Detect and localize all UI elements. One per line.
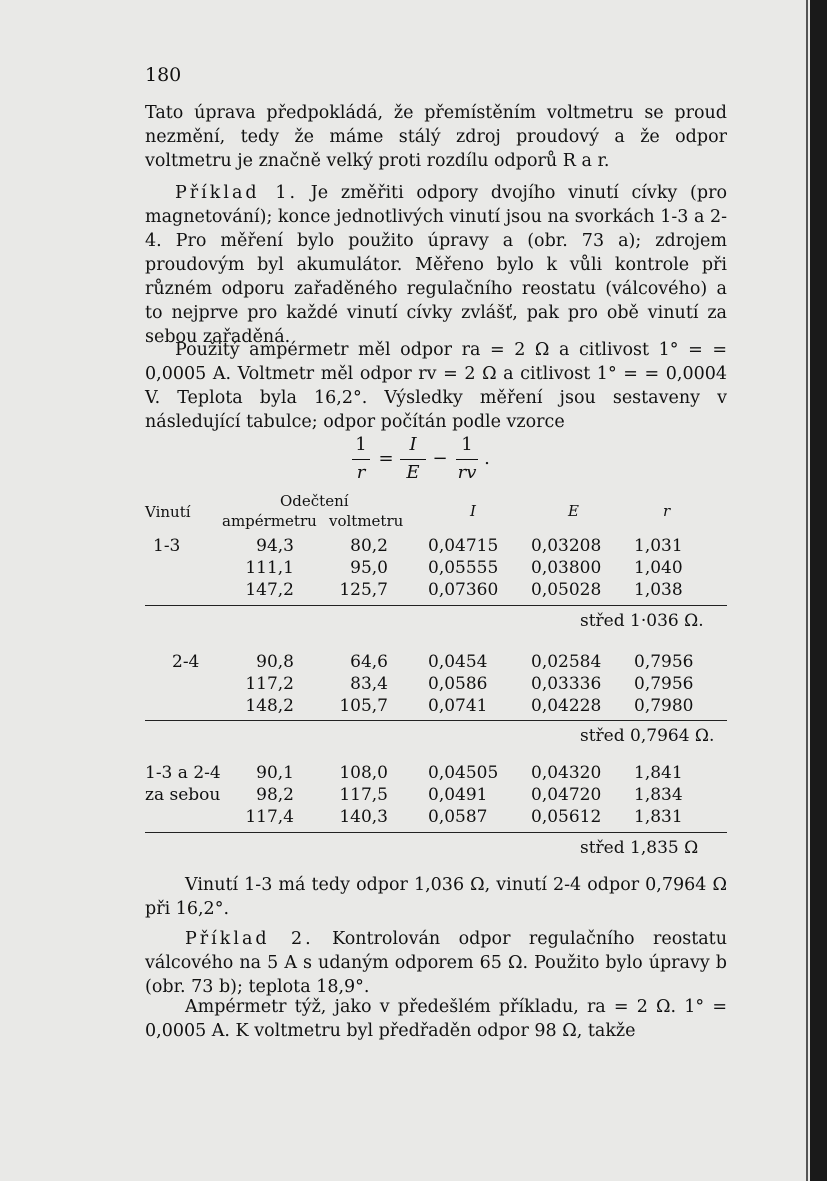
table-cell-voltmeter: 117,5 <box>339 785 388 805</box>
group-label: 1-3 a 2-4 <box>145 763 221 783</box>
table-cell-voltage: 0,04228 <box>531 696 602 716</box>
paragraph-3: Použitý ampérmetr měl odpor ra = 2 Ω a citlivost 1° = = 0,0005 A. Voltmetr měl odpor rv = 2 Ω a citlivost 1° = = 0,0004 V. Teplota byla 16,2°. Výsledky měření jsou sestaveny v následující tabulce; odpor počítán podle vzorce <box>145 340 727 432</box>
table-cell-ammeter: 90,8 <box>256 652 294 672</box>
table-cell-voltage: 0,05028 <box>531 580 602 600</box>
table-cell-resistance: 0,7956 <box>634 674 694 694</box>
table-cell-voltage: 0,03336 <box>531 674 602 694</box>
table-cell-current: 0,07360 <box>428 580 499 600</box>
table-cell-voltmeter: 108,0 <box>339 763 388 783</box>
group-label: 2-4 <box>172 652 200 672</box>
table-cell-voltage: 0,04320 <box>531 763 602 783</box>
mean-value: střed 1·036 Ω. <box>580 611 704 631</box>
table-cell-current: 0,0454 <box>428 652 488 672</box>
formula-mid-numerator: I <box>409 434 417 455</box>
mean-value: střed 0,7964 Ω. <box>580 726 715 746</box>
group-label-sub: za sebou <box>145 785 221 805</box>
table-cell-voltage: 0,03800 <box>531 558 602 578</box>
table-cell-resistance: 1,834 <box>634 785 683 805</box>
header-voltmeter: voltmetru <box>329 512 404 530</box>
table-cell-resistance: 0,7956 <box>634 652 694 672</box>
paragraph-6: Ampérmetr týž, jako v předešlém příkladu, ra = 2 Ω. 1° = 0,0005 A. K voltmetru byl předřaděn odpor 98 Ω, takže <box>145 997 727 1041</box>
table-cell-current: 0,0741 <box>428 696 488 716</box>
header-odecteni: Odečtení <box>280 492 349 510</box>
table-cell-resistance: 0,7980 <box>634 696 694 716</box>
table-cell-voltmeter: 105,7 <box>339 696 388 716</box>
table-cell-resistance: 1,031 <box>634 536 683 556</box>
table-cell-voltmeter: 64,6 <box>350 652 388 672</box>
formula-lhs-denominator: r <box>356 462 366 483</box>
paragraph-2 <box>145 181 727 349</box>
resistance-formula <box>350 434 520 494</box>
example-2-label: Příklad 2. <box>185 929 314 949</box>
header-vinuti: Vinutí <box>145 503 191 521</box>
example-1-text: Je změřiti odpory dvojího vinutí cívky (pro magnetování); konce jednotlivých vinutí jsou na svorkách 1-3 a 2-4. Pro měření bylo použito úpravy a (obr. 73 a); zdrojem proudovým byl akumulátor. Měřeno bylo k vůli kontrole při různém odporu zařaděného regulačního reostatu (válcového) a to nejprve pro každé vinutí cívky zvlášť, pak pro obě vinutí za sebou zařaděná. <box>145 183 727 347</box>
table-cell-current: 0,0587 <box>428 807 488 827</box>
table-cell-current: 0,04505 <box>428 763 499 783</box>
page-number: 180 <box>145 64 182 86</box>
example-2-text: Kontrolován odpor regulačního reostatu válcového na 5 A s udaným odporem 65 Ω. Použito bylo úpravy b (obr. 73 b); teplota 18,9°. <box>145 929 727 997</box>
table-cell-resistance: 1,841 <box>634 763 683 783</box>
table-rule <box>145 605 727 606</box>
formula-mid-denominator: E <box>406 462 420 483</box>
table-rule <box>145 832 727 833</box>
formula-minus: − <box>432 448 448 469</box>
table-rule <box>145 720 727 721</box>
table-cell-voltage: 0,05612 <box>531 807 602 827</box>
table-cell-voltage: 0,02584 <box>531 652 602 672</box>
table-cell-voltmeter: 140,3 <box>339 807 388 827</box>
page-edge-shadow <box>810 0 827 1181</box>
table-cell-voltage: 0,04720 <box>531 785 602 805</box>
table-cell-current: 0,04715 <box>428 536 499 556</box>
table-cell-ammeter: 94,3 <box>256 536 294 556</box>
header-ammeter: ampérmetru <box>222 512 317 530</box>
paragraph-4: Vinutí 1-3 má tedy odpor 1,036 Ω, vinutí 2-4 odpor 0,7964 Ω při 16,2°. <box>145 875 727 919</box>
formula-equals: = <box>378 448 394 469</box>
table-cell-current: 0,0586 <box>428 674 488 694</box>
table-cell-current: 0,0491 <box>428 785 488 805</box>
table-cell-voltmeter: 95,0 <box>350 558 388 578</box>
table-cell-resistance: 1,038 <box>634 580 683 600</box>
formula-period: . <box>484 448 490 469</box>
table-cell-ammeter: 147,2 <box>245 580 294 600</box>
formula-mid-bar <box>400 459 426 460</box>
table-cell-ammeter: 111,1 <box>245 558 294 578</box>
group-label: 1-3 <box>153 536 181 556</box>
header-current: I <box>470 502 476 520</box>
formula-rhs-bar <box>456 459 478 460</box>
table-cell-ammeter: 98,2 <box>256 785 294 805</box>
table-cell-resistance: 1,040 <box>634 558 683 578</box>
table-cell-voltmeter: 125,7 <box>339 580 388 600</box>
table-cell-resistance: 1,831 <box>634 807 683 827</box>
table-cell-voltage: 0,03208 <box>531 536 602 556</box>
header-resistance: r <box>663 502 671 520</box>
table-cell-current: 0,05555 <box>428 558 499 578</box>
header-voltage: E <box>568 502 579 520</box>
example-1-label: Příklad 1. <box>175 183 299 203</box>
paragraph-5 <box>145 927 727 999</box>
formula-rhs-denominator: rv <box>457 462 477 483</box>
formula-rhs-numerator: 1 <box>461 434 473 455</box>
table-cell-ammeter: 148,2 <box>245 696 294 716</box>
table-cell-ammeter: 117,4 <box>245 807 294 827</box>
paragraph-1: Tato úprava předpokládá, že přemístěním voltmetru se proud nezmění, tedy že máme stálý zdroj proudový a že odpor voltmetru je značně velký proti rozdílu odporů R a r. <box>145 103 727 171</box>
table-cell-ammeter: 90,1 <box>256 763 294 783</box>
table-cell-voltmeter: 83,4 <box>350 674 388 694</box>
mean-value: střed 1,835 Ω <box>580 838 699 858</box>
table-cell-ammeter: 117,2 <box>245 674 294 694</box>
page-edge-line <box>806 0 808 1181</box>
table-cell-voltmeter: 80,2 <box>350 536 388 556</box>
formula-lhs-bar <box>352 459 370 460</box>
formula-lhs-numerator: 1 <box>355 434 367 455</box>
